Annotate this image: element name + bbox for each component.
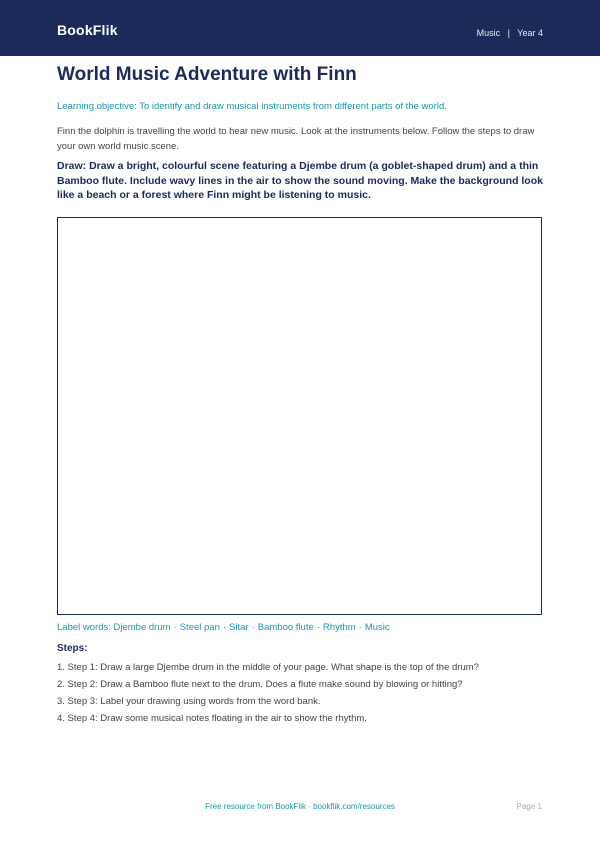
- step-item: 2. Step 2: Draw a Bamboo flute next to the drum. Does a flute make sound by blowing or hitting?: [57, 679, 463, 690]
- step-item: 3. Step 3: Label your drawing using words from the word bank.: [57, 696, 321, 707]
- word-item: Music: [364, 622, 390, 633]
- brand-logo[interactable]: BookFlik: [57, 22, 118, 38]
- word-separator: ·: [222, 622, 227, 633]
- intro-text: Finn the dolphin is travelling the world to hear new music. Look at the instruments below. Follow the steps to draw your own world music scene.: [57, 126, 535, 152]
- year-label: Year 4: [517, 28, 543, 38]
- drawing-area[interactable]: [57, 217, 542, 615]
- page-number: Page 1: [516, 802, 542, 811]
- word-item: Rhythm: [322, 622, 356, 633]
- step-item: 1. Step 1: Draw a large Djembe drum in the middle of your page. What shape is the top of the drum?: [57, 662, 479, 673]
- word-item: Sitar: [229, 622, 249, 633]
- page-title: World Music Adventure with Finn: [57, 64, 357, 85]
- label-words-prefix: Label words:: [57, 622, 111, 633]
- footer-text[interactable]: Free resource from BookFlik · bookflik.com/resources: [205, 802, 395, 811]
- meta-separator: |: [507, 28, 510, 38]
- word-bank: [114, 622, 390, 633]
- word-separator: ·: [316, 622, 320, 633]
- word-separator: ·: [251, 622, 255, 633]
- word-item: Djembe drum: [113, 622, 171, 633]
- step-item: 4. Step 4: Draw some musical notes floating in the air to show the rhythm.: [57, 713, 367, 724]
- steps-list: [57, 661, 479, 729]
- word-item: Bamboo flute: [257, 622, 314, 633]
- header-bar: [0, 0, 600, 56]
- learning-objective: Learning objective: To identify and draw musical instruments from different parts of the world.: [57, 101, 447, 112]
- word-separator: ·: [358, 622, 362, 633]
- draw-instruction: Draw: Draw a bright, colourful scene featuring a Djembe drum (a goblet-shaped drum) and a thin Bamboo flute. Include wavy lines in the air to show the sound moving. Make the background look like a beach or a forest where Finn might be listening to music.: [57, 160, 543, 201]
- subject-year: [477, 28, 543, 38]
- word-separator: ·: [173, 622, 177, 633]
- steps-heading: Steps:: [57, 643, 88, 654]
- subject-label: Music: [476, 28, 501, 38]
- label-words: [57, 622, 390, 633]
- word-item: Steel pan: [179, 622, 220, 633]
